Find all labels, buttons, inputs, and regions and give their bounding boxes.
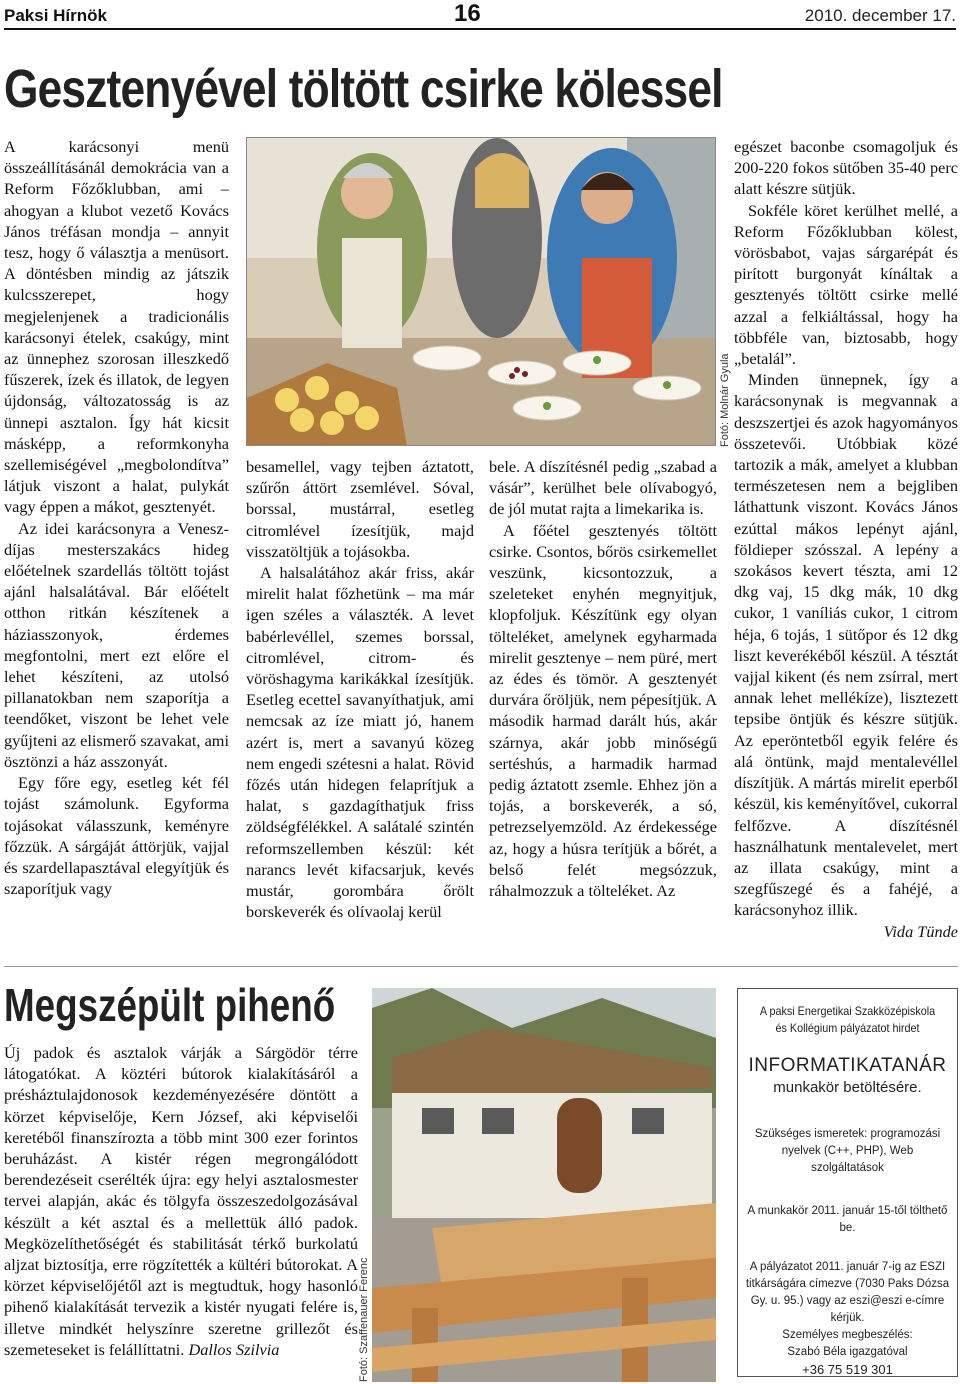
- article1-column-2: [246, 456, 474, 954]
- article1-column-4: [734, 136, 958, 954]
- ad-deadline: A pályázatot 2011. január 7-ig az ESZI titkárságára címezve (7030 Paks Dózsa Gy. u. 95.) vagy az eszi@eszi e-címre kérjük.: [745, 1261, 950, 1324]
- article2-text: Új padok és asztalok várják a Sárgödör térre látogatókat. A köztéri bútorok kialakításáról a présháztulajdonosok kezdeményezésére döntött a körzet képviselője, Kern József, aki képviselői keretéből finanszírozta a több mint 300 ezer forintos beruházást. A kistér régen megrongálódott berendezéseit cserélték újra: egy helyi asztalosmester tervei alapján, akác és tölgyfa összeszedolgozásával készült a két asztal és a mellettük álló padok. Megközelíthetőségét és stabilitását térkő burkolatú aljzat biztosítja, erre rögzítették a kültéri bútorokat. A körzet képviselőjétől azt is megtudtuk, hogy hasonló pihenő kialakítását tervezik a kistér nyugati felére is, illetve mindkét helyszínre szeretne grillezőt és szemeteseket is felállíttatni.: [4, 1043, 358, 1359]
- ad-intro: A paksi Energetikai Szakközépiskola és Kollégium pályázatot hirdet: [759, 1004, 936, 1035]
- ad-position-sub: munkakör betöltésére.: [773, 1079, 922, 1096]
- bench-photo: [372, 988, 716, 1382]
- paragraph: bele. A díszítésnél pedig „szabad a vásár”, kerülhet bele olívabogyó, de jól mutat rajta a limekarika is.: [489, 457, 717, 519]
- paragraph: besamellel, vagy tejben áztatott, szűrőn áttört zsemlével. Sóval, borssal, mustárral, esetleg citromlével ízesítjük, majd visszatöltjük a tojásokba.: [246, 457, 474, 561]
- paragraph: A főétel gesztenyés töltött csirke. Csontos, bőrös csirkemellet veszünk, kicsontozzuk, a szeleteket enyhén megnyitjuk, klopfoljuk. Készítünk egy olyan tölteléket, amelynek egyharmada mirelit gesztenye – nem püré, mert az édes és tömör. A gesztenyét durvára őröljük, nem pépesítjük. A második harmad darált hús, akár szárnya, akár jobb minőségű sertéshús, a harmadik harmad pedig áztatott zsemle. Ehhez jön a tojás, a borskeverék, a só, petrezselyemzöld. Az érdekessége az, hogy a húsra terítjük a bőrét, a belső felét megsózzuk, ráhalmozzuk a tölteléket. Az: [489, 520, 717, 901]
- ad-contact-label: Személyes megbeszélés:: [782, 1329, 913, 1341]
- article2-byline: Dallos Szilvia: [188, 1339, 280, 1359]
- paragraph: A karácsonyi menü összeállításánál demokrácia van a Reform Főzőklubban, ami – ahogyan a klubot vezető Kovács János tréfásan mondja – annyit tesz, hogy ő választja a menüsort. A döntésben mindig az játszik kulcsszerepet, hogy megjelenjenek a tradicionális karácsonyi ételek, csakúgy, mint az ünnephez szorosan illeszkedő fűszerek, ízek és illatok, de legyen újdonság, változatosság is az ünnepi asztalon. Így hát kicsit másképp, a reformkonyha szellemiségével „megbolondítva” látjuk viszont a halat, pulykát vagy éppen a mákot, gesztenyét.: [4, 137, 229, 517]
- article1-column-3: [489, 456, 717, 954]
- paragraph: Sokféle köret kerülhet mellé, a Reform Főzőklubban kölest, vörösbabot, vajas sárgarépát és pirított burgonyát kínáltak a gesztenyés töltött csirke mellé azzal a felkiáltással, hogy ha többféle van, biztosabb, hogy „betalál”.: [734, 200, 958, 369]
- page-header: [4, 0, 956, 30]
- issue-date: 2010. december 17.: [804, 6, 956, 25]
- ad-contact-name: Szabó Béla igazgatóval: [787, 1346, 908, 1358]
- paragraph: egészet baconbe csomagoljuk és 200-220 fokos sütőben 35-40 perc alatt készre sütjük.: [734, 137, 958, 199]
- ad-phone: +36 75 519 301: [802, 1362, 893, 1377]
- paragraph: Minden ünnepnek, így a karácsonynak is megvannak a deszszertjei és azok hagyományos összetevői. Utóbbiak közé tartozik a mák, amelyet a klubban természetesen nem a bejgliben láthattunk viszont. Kovács János ezúttal mákos lepényt ajánl, földieper szósszal. A lepény a szokásos kevert tészta, ami 12 dkg vaj, 15 dkg mák, 10 dkg cukor, 1 vaníliás cukor, 1 citrom héja, 6 tojás, 1 sütőpor és 12 dkg liszt keverékéből készül. A tésztát vajjal kikent (és nem zsírral, mert annak lehet mellékíze), lisztezett tepsibe öntjük és készre sütjük. Az eperöntetből egyik felére és alá öntünk, majd mentalevéllel díszítjük. A mártás mirelit eperből készül, kis keményítővel, cukorral felfőzve. A díszítésnél használhatunk mentalevelet, mert az illata csakúgy, mint a szegfűszegé és a fahéjé, a karácsonyhoz illik.: [734, 370, 958, 920]
- page-number: 16: [454, 0, 481, 27]
- ad-position: INFORMATIKATANÁR: [748, 1055, 947, 1076]
- article1-title: Gesztenyével töltött csirke kölessel: [4, 59, 723, 119]
- photo-credit: Fotó: Szaffenauer Ferenc: [358, 1257, 370, 1382]
- article1-column-1: [4, 136, 229, 954]
- section-divider: [4, 966, 958, 967]
- article1-byline: Vida Tünde: [883, 921, 958, 941]
- paragraph: [4, 1042, 358, 1360]
- article2-title: Megszépült pihenő: [4, 979, 336, 1031]
- masthead: Paksi Hírnök: [4, 6, 107, 25]
- paragraph: Egy főre egy, esetleg két fél tojást számolunk. Egyforma tojásokat válasszunk, keményre főzzük. A sárgáját áttörjük, vajjal és szardellapasztával elegyítjük és szaporítjuk vagy: [4, 773, 229, 899]
- job-advertisement: [737, 988, 958, 1377]
- paragraph: A halsalátához akár friss, akár mirelit halat főzhetünk – ma már igen széles a választék. A levet babérlevéllel, szemes borssal, citromlével, citrom- és vöröshagyma karikákkal ízesítjük. Esetleg ecettel savanyíthatjuk, ami nemcsak az íze miatt jó, hanem azért is, mert a savanyú közeg nem engedi szétesni a halat. Rövid főzés után hidegen felaprítjuk a halat, s gazdagíthatjuk friss zöldségfélékkel. A salátalé szintén reformszellemben készül: két narancs levét kifacsarjuk, kevés mustár, gorombára őrölt borskeverék és olívaolaj kerül: [246, 563, 474, 922]
- article2-body: [4, 1042, 358, 1382]
- ad-start-date: A munkakör 2011. január 15-től tölthető be.: [747, 1205, 948, 1234]
- bench-photo-illustration: [372, 988, 716, 1382]
- ad-requirements: Szükséges ismeretek: programozási nyelvek (C++, PHP), Web szolgáltatások: [754, 1128, 941, 1174]
- cooking-photo-illustration: [247, 138, 716, 446]
- paragraph: Az idei karácsonyra a Venesz-díjas mesterszakács hideg előételnek szardellás töltött tojást ajánl halsalátával. Bár előételt otthon ritkán készítenek a háziasszonyok, érdemes megfontolni, mert ezt előre el lehet készíteni, az utolsó pillanatokban nem szaporítja a teendőket, viszont be lehet vele gyűjteni az elismerő szavakat, ami ösztönzi a ház asszonyát.: [4, 518, 229, 771]
- cooking-photo: [246, 137, 716, 446]
- photo-credit: Fotó: Molnár Gyula: [719, 353, 731, 447]
